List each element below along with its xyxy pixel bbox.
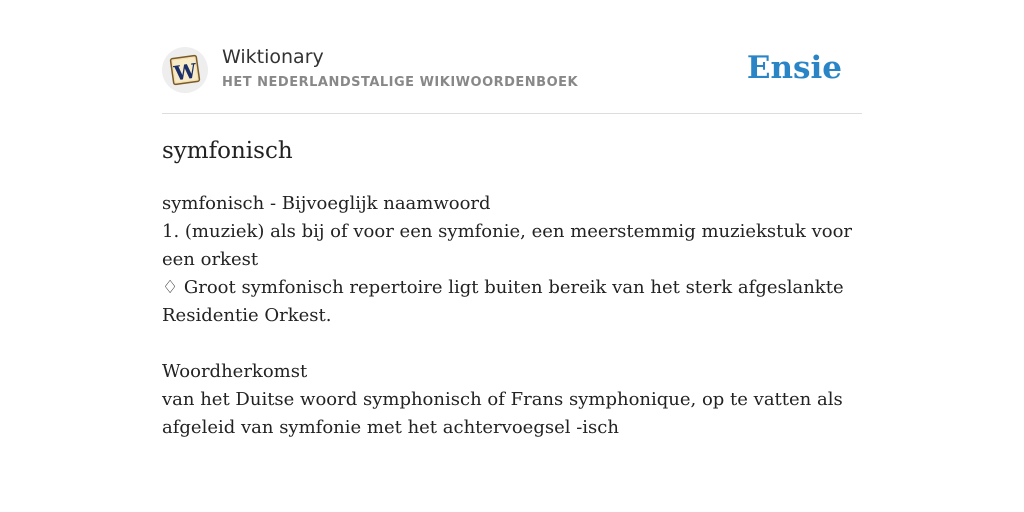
etymology-text: van het Duitse woord symphonisch of Frans symphonique, op te vatten als afgeleid van symfonie met het achtervoegsel -isch (162, 389, 843, 438)
svg-text:W: W (172, 58, 199, 86)
entry-heading-line: symfonisch - Bijvoeglijk naamwoord (162, 193, 491, 214)
site-tagline: HET NEDERLANDSTALIGE WIKIWOORDENBOEK (222, 75, 579, 90)
entry-example: ♢ Groot symfonisch repertoire ligt buiten bereik van het sterk afgeslankte Residentie Orkest. (162, 277, 844, 326)
page-title: symfonisch (162, 138, 293, 164)
etymology-heading: Woordherkomst (162, 361, 308, 382)
entry-definition: 1. (muziek) als bij of voor een symfonie, een meerstemmig muziekstuk voor een orkest (162, 221, 853, 270)
wiktionary-logo-icon[interactable] (162, 47, 208, 93)
ensie-brand-link[interactable]: Ensie (746, 50, 842, 86)
site-name[interactable]: Wiktionary (222, 46, 324, 68)
site-header (162, 44, 862, 114)
entry-content (162, 190, 862, 442)
spacer (162, 330, 862, 358)
